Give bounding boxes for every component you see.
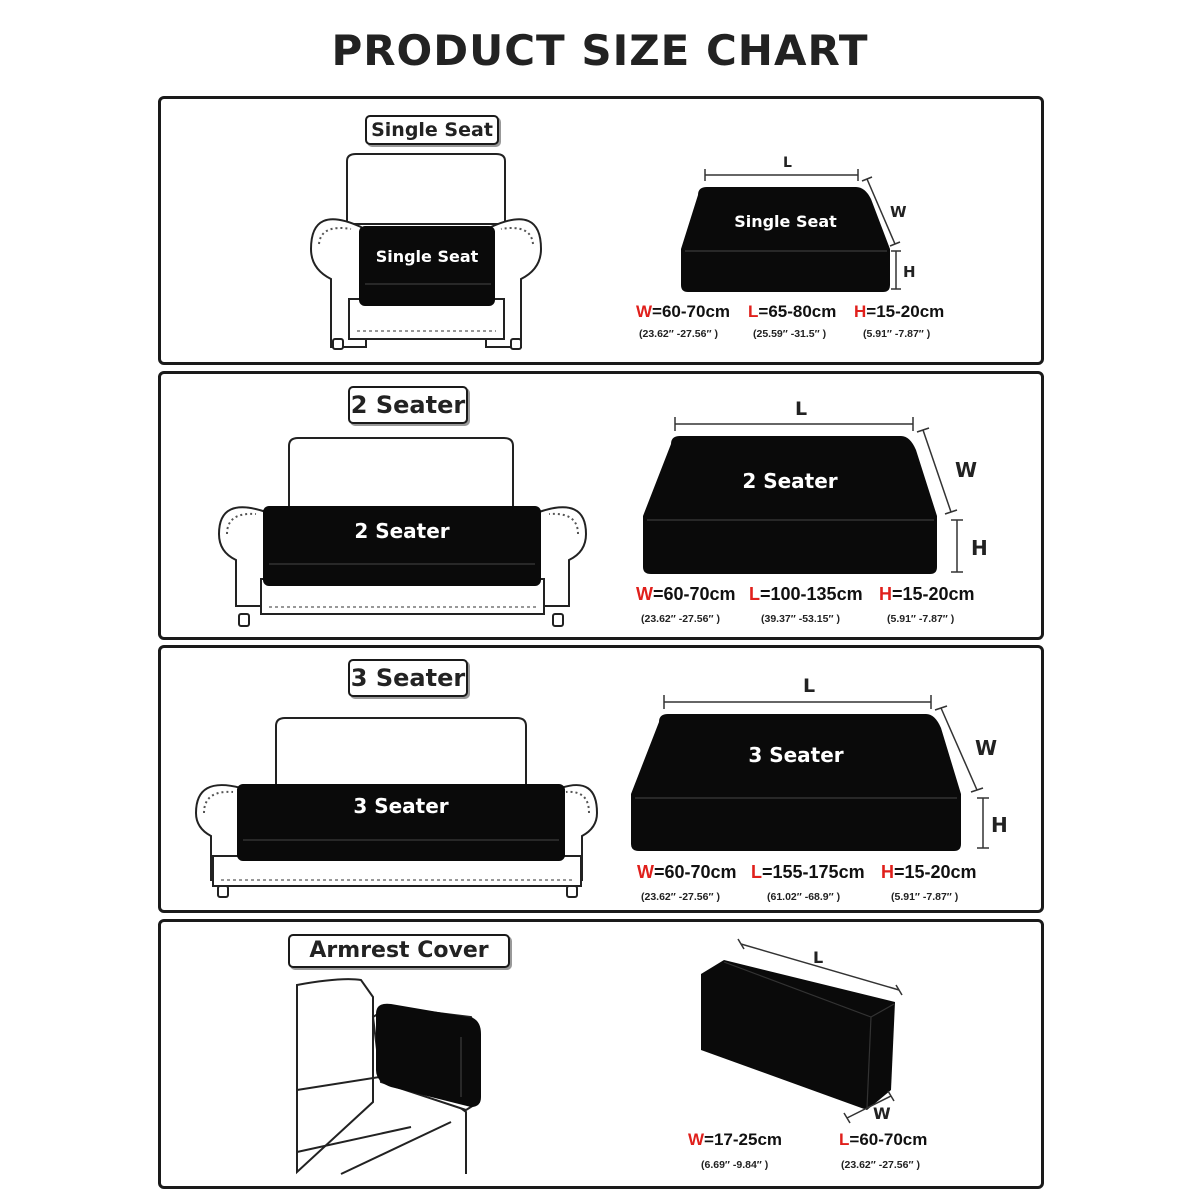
- length-measurement: L=65-80cm: [748, 302, 837, 321]
- length-inches: (25.59″ -31.5″ ): [753, 328, 827, 340]
- height-measurement: H=15-20cm: [854, 302, 945, 321]
- length-inches: (23.62″ -27.56″ ): [841, 1159, 920, 1171]
- width-inches: (6.69″ -9.84″ ): [701, 1159, 769, 1171]
- single-seat-panel: [158, 96, 1044, 365]
- sofa-cushion-label: 3 Seater: [353, 794, 449, 818]
- width-measurement: W=60-70cm: [636, 584, 736, 604]
- three-seater-panel: [158, 645, 1044, 913]
- height-measurement: H=15-20cm: [879, 584, 975, 604]
- page-title: PRODUCT SIZE CHART: [331, 26, 869, 75]
- length-inches: (39.37″ -53.15″ ): [761, 613, 840, 625]
- width-letter: W: [873, 1104, 891, 1123]
- panel-label: 2 Seater: [348, 386, 468, 424]
- panel-label: Single Seat: [365, 115, 499, 145]
- cushion-label: 3 Seater: [748, 743, 844, 767]
- height-inches: (5.91″ -7.87″ ): [887, 613, 955, 625]
- length-letter: L: [803, 675, 816, 697]
- panel-label: Armrest Cover: [288, 934, 510, 968]
- armrest-cover-illustration: [161, 922, 1047, 1192]
- cushion-label: Single Seat: [734, 212, 837, 231]
- height-inches: (5.91″ -7.87″ ): [863, 328, 931, 340]
- width-inches: (23.62″ -27.56″ ): [641, 613, 720, 625]
- width-letter: W: [975, 736, 998, 760]
- height-measurement: H=15-20cm: [881, 862, 977, 882]
- height-letter: H: [991, 813, 1008, 837]
- cushion-label: 2 Seater: [742, 469, 838, 493]
- armrest-cover-panel: [158, 919, 1044, 1189]
- panel-label: 3 Seater: [348, 659, 468, 697]
- sofa-cushion-label: 2 Seater: [354, 519, 450, 543]
- chair-cushion-label: Single Seat: [375, 247, 479, 266]
- two-seater-panel: [158, 371, 1044, 640]
- length-measurement: L=60-70cm: [839, 1130, 928, 1149]
- height-letter: H: [903, 263, 916, 281]
- length-letter: L: [795, 398, 808, 420]
- width-measurement: W=60-70cm: [636, 302, 731, 321]
- length-measurement: L=100-135cm: [749, 584, 863, 604]
- width-letter: W: [890, 203, 907, 221]
- height-inches: (5.91″ -7.87″ ): [891, 891, 959, 903]
- length-inches: (61.02″ -68.9″ ): [767, 891, 841, 903]
- height-letter: H: [971, 536, 988, 560]
- width-inches: (23.62″ -27.56″ ): [641, 891, 720, 903]
- width-measurement: W=17-25cm: [688, 1130, 783, 1149]
- width-letter: W: [955, 458, 978, 482]
- width-measurement: W=60-70cm: [637, 862, 737, 882]
- length-letter: L: [783, 155, 792, 171]
- length-measurement: L=155-175cm: [751, 862, 865, 882]
- length-letter: L: [813, 948, 824, 967]
- width-inches: (23.62″ -27.56″ ): [639, 328, 718, 340]
